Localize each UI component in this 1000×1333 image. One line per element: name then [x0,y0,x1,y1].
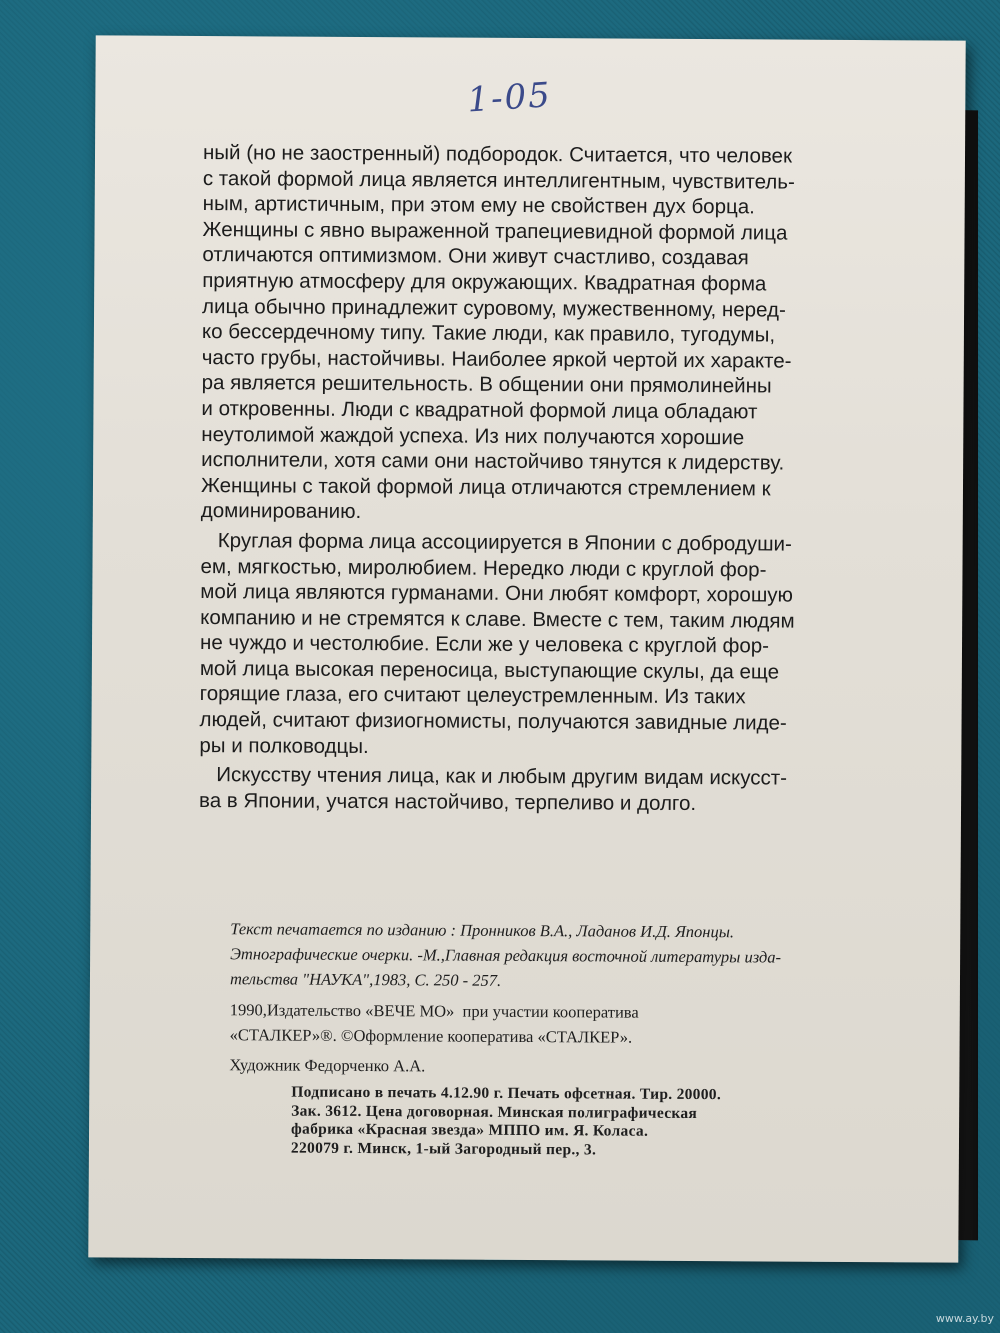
text-line: Круглая форма лица ассоциируется в Японии с добродуши- [200,528,792,556]
text-line: ва в Японии, учатся настойчиво, терпеливо и долго. [198,788,697,815]
publisher-info [230,997,890,1051]
imprint-line: Зак. 3612. Цена договорная. Минская полиграфическая [291,1102,698,1122]
text-line: Женщины с явно выраженной трапециевидной формой лица [202,217,788,245]
publisher-line: 1990,Издательство «ВЕЧЕ МО» при участии кооператива [229,1000,639,1022]
text-line: компанию и не стремятся к славе. Вместе с тем, таким людям [200,605,795,633]
text-line: исполнители, хотя сами они настойчиво тянутся к лидерству. [201,448,785,475]
text-line: Искусству чтения лица, как и любым другим видам искусст- [199,763,788,790]
text-line: отличаются оптимизмом. Они живут счастливо, создавая [202,243,749,270]
publisher-line: «СТАЛКЕР»®. ©Оформление кооператива «СТАЛКЕР». [229,1025,633,1047]
text-line: часто грубы, настойчивы. Наиболее яркой чертой их характе- [201,345,792,373]
source-note-line: Этнографические очерки. -М.,Главная редакция восточной литературы изда- [230,944,782,967]
text-line: и откровенны. Люди с квадратной формой лица обладают [201,396,758,424]
main-text [199,140,863,817]
text-line: ным, артистичным, при этом ему не свойствен дух борца. [202,192,755,219]
source-note [230,916,890,995]
source-note-line: тельства "НАУКА",1983, С. 250 - 257. [229,969,502,990]
imprint-details [291,1084,889,1162]
text-line: ем, мягкостью, миролюбием. Нередко люди с круглой фор- [200,554,767,581]
text-line: Женщины с такой формой лица отличаются стремлением к [200,473,771,501]
text-line: ко бессердечному типу. Такие люди, как правило, тугодумы, [201,320,776,347]
text-line: с такой формой лица является интеллигентным, чувствитель- [202,166,795,194]
text-line: неутолимой жаждой успеха. Из них получаются хорошие [201,422,745,449]
handwritten-note: 1-05 [466,75,553,121]
imprint-line: 220079 г. Минск, 1-ый Загородный пер., 3. [290,1139,597,1158]
imprint-line: фабрика «Красная звезда» МППО им. Я. Коласа. [291,1120,649,1140]
text-line: ра является решительность. В общении они прямолинейны [201,371,772,398]
text-line: доминированию. [200,499,362,524]
text-line: лица обычно принадлежит суровому, мужественному, неред- [202,294,786,322]
text-line: ры и полководцы. [199,733,369,758]
artist-credit: Художник Федорченко А.А. [229,1055,426,1076]
text-line: ный (но не заостренный) подбородок. Считается, что человек [202,141,793,168]
text-line: людей, считают физиогномисты, получаются завидные лиде- [199,708,787,735]
site-watermark: www.ay.by [935,1312,994,1325]
book-page [88,35,965,1262]
text-line: не чуждо и честолюбие. Если же у человека с круглой фор- [199,631,770,658]
source-note-line: Текст печатается по изданию : Пронников В.А., Ладанов И.Д. Японцы. [230,919,735,942]
text-line: мой лица являются гурманами. Они любят комфорт, хорошую [200,580,794,607]
text-line: приятную атмосферу для окружающих. Квадратная форма [202,268,767,296]
imprint-line: Подписано в печать 4.12.90 г. Печать офсетная. Тир. 20000. [291,1083,722,1104]
colophon [229,916,890,1161]
text-line: горящие глаза, его считают целеустремленным. Из таких [199,682,746,709]
text-line: мой лица высокая переносица, выступающие скулы, да еще [199,656,780,684]
